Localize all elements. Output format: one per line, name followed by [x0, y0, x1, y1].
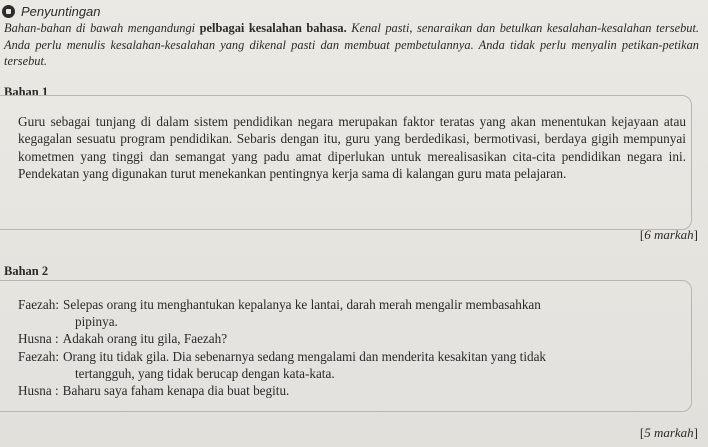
dialogue-text: Adakah orang itu gila, Faezah? [62, 331, 228, 347]
dialogue-speaker: Husna : [18, 383, 59, 399]
bahan-1-text: Guru sebagai tunjang di dalam sistem pendidikan negara merupakan faktor teratas yang akan menentukan kejayaan atau kegagalan sesuatu program pendidikan. Sebaris dengan itu, guru yang berdedikasi, bermotivasi, berdaya gigih mempunyai kometmen yang tinggi dan semangat yang padu amat diperlukan untuk merealisasikan cita-cita pendidikan negara ini. Pendekatan yang digunakan turut menekankan pentingnya kerja sama di kalangan guru mata pelajaran. [18, 114, 686, 182]
dialogue-continuation: tertangguh, yang tidak berucap dengan kata-kata. [75, 365, 335, 381]
bahan-1-marks-value: 6 markah [644, 227, 694, 242]
instruction-text [4, 20, 699, 70]
bahan-1-marks: [6 markah] [639, 227, 698, 242]
info-square-icon [2, 5, 15, 18]
bahan-2-title: Bahan 2 [4, 264, 49, 278]
dialogue-line [18, 330, 686, 347]
dialogue-speaker: Faezah: [18, 348, 60, 364]
instruction-part2: Kenal pasti, senaraikan dan betulkan kesalahan-kesalahan tersebut. Anda perlu menulis kesalahan-kesalahan yang dikenal pasti dan membuat pembetulannya. Anda tidak perlu menyalin petikan-petikan tersebut. [4, 21, 699, 68]
bahan-1-title: Bahan 1 [4, 85, 49, 99]
dialogue-continuation: pipinya. [75, 314, 118, 330]
bahan-2-dialogue [18, 296, 686, 399]
instruction-bold: pelbagai kesalahan bahasa. [199, 21, 347, 35]
dialogue-text: Baharu saya faham kenapa dia buat begitu. [62, 383, 290, 399]
bahan-2-marks-value: 5 markah [644, 425, 694, 440]
section-header-label: Penyuntingan [21, 3, 101, 19]
dialogue-text: Orang itu tidak gila. Dia sebenarnya sedang mengalami dan menderita kesakitan yang tidak [63, 348, 547, 364]
dialogue-line [18, 382, 686, 399]
dialogue-line [18, 348, 686, 365]
dialogue-speaker: Faezah: [18, 297, 60, 312]
bahan-2-marks: [5 markah] [639, 425, 698, 440]
dialogue-text: Selepas orang itu menghantukan kepalanya ke lantai, darah merah mengalir membasahkan [63, 297, 541, 312]
section-header [2, 3, 101, 19]
instruction-part1: Bahan-bahan di bawah mengandungi [4, 21, 200, 35]
dialogue-speaker: Husna : [18, 331, 59, 347]
dialogue-line [18, 296, 686, 313]
